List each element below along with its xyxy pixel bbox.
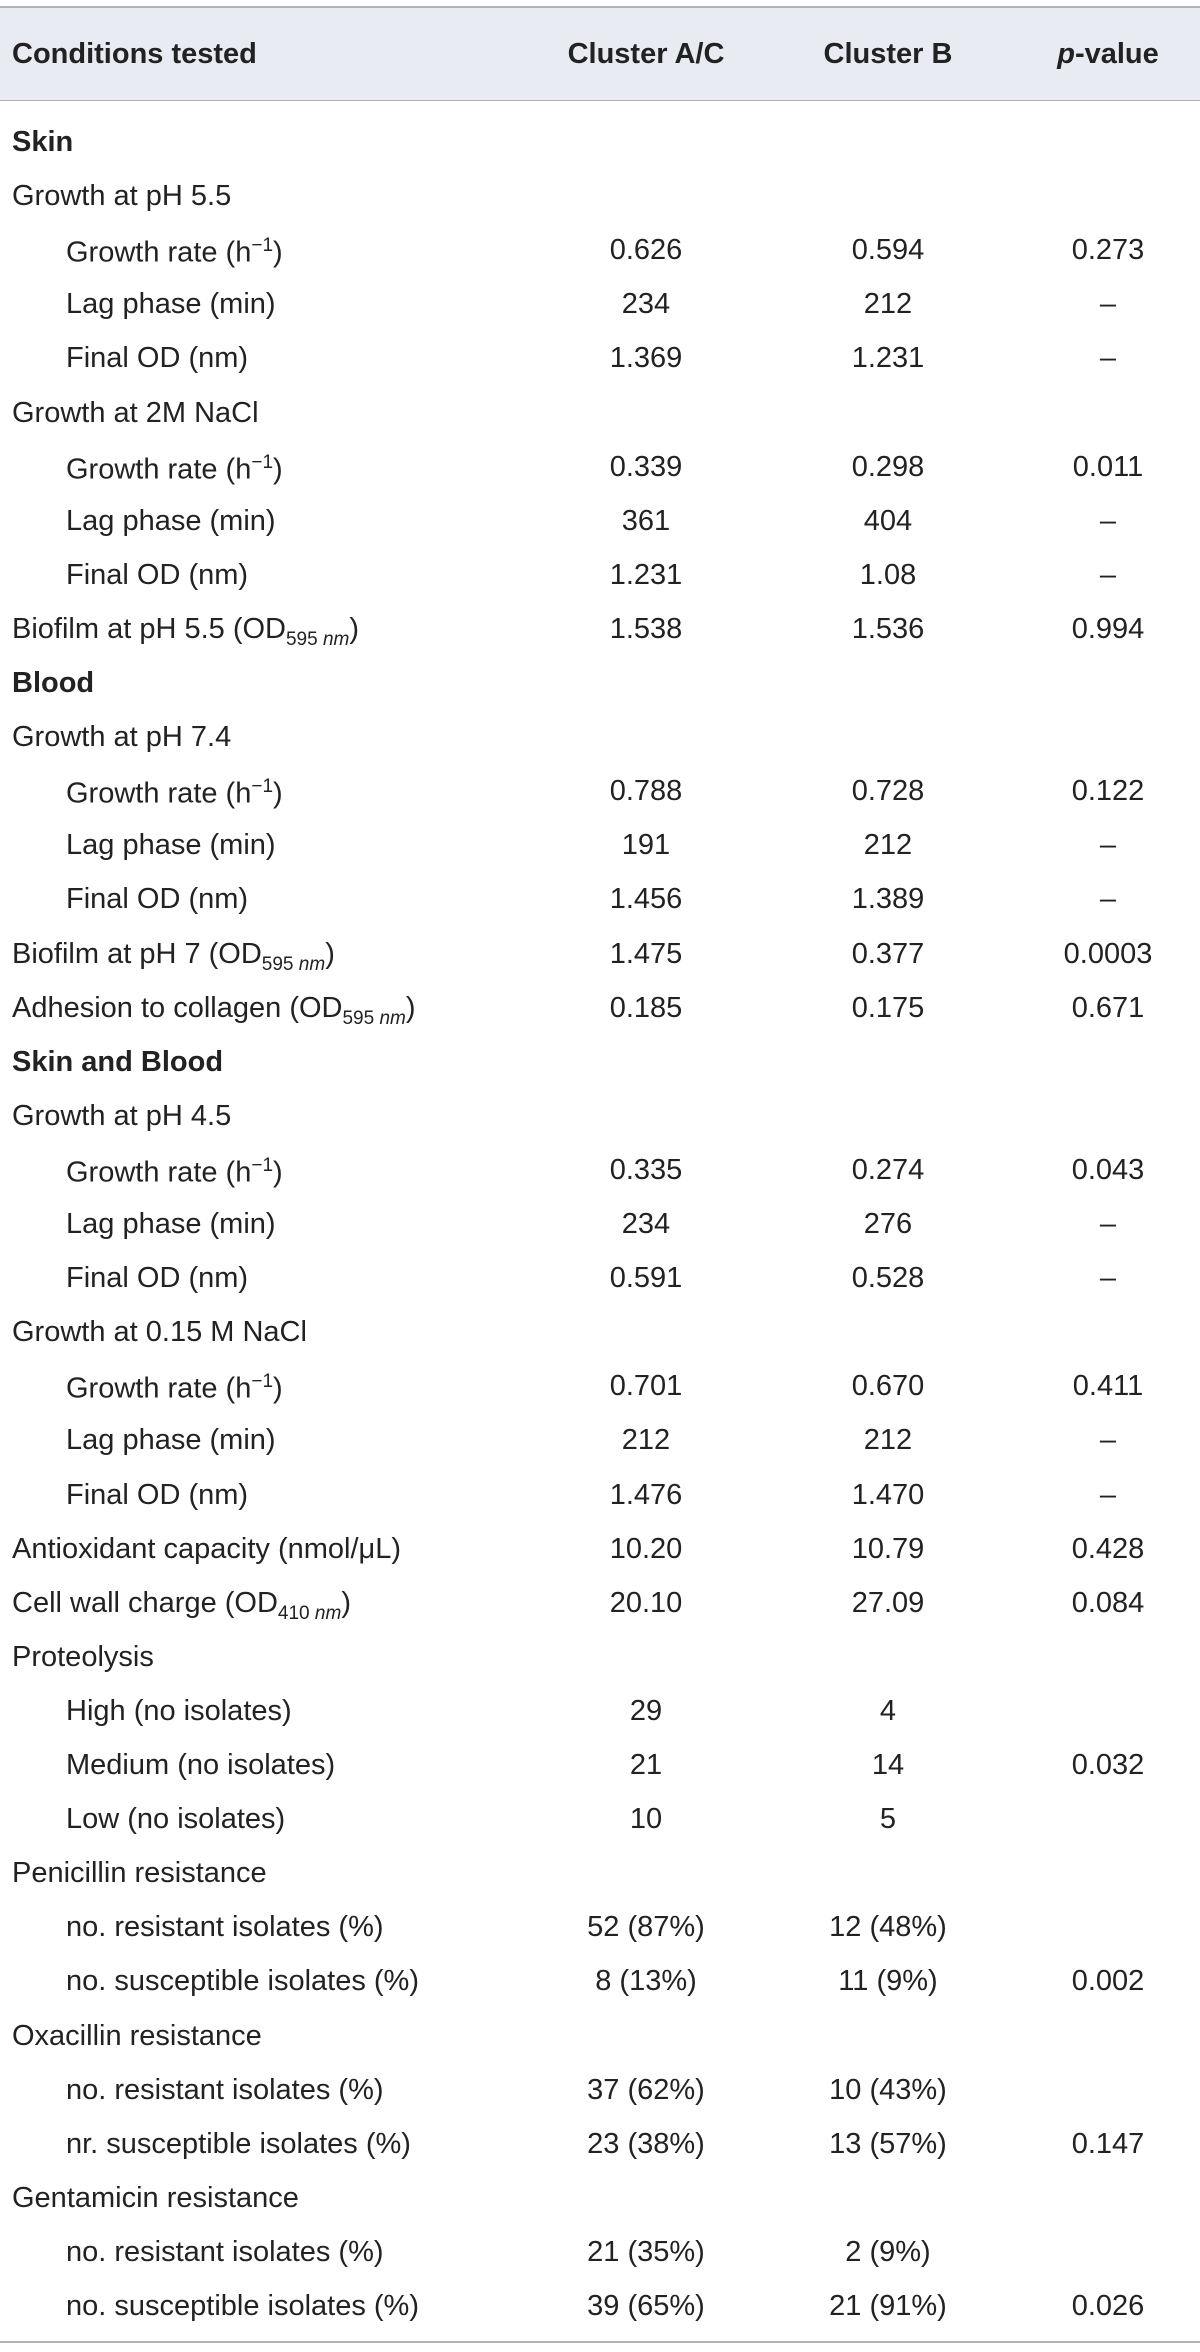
label-subscript bbox=[286, 629, 349, 650]
row-label-text: no. resistant isolates (%) bbox=[66, 1911, 384, 1944]
row-label-text: no. susceptible isolates (%) bbox=[66, 2290, 419, 2322]
cell-cluster-b: 21 (91%) bbox=[829, 2290, 947, 2322]
row-label bbox=[66, 885, 248, 914]
cell-cluster-ac: 10 bbox=[629, 1803, 663, 1836]
cell-cluster-ac: 8 (13%) bbox=[595, 1965, 697, 1998]
cell-p-value: – bbox=[1099, 1262, 1117, 1295]
cell-p-value: 0.0003 bbox=[1063, 937, 1153, 970]
cell-cluster-b: 12 (48%) bbox=[829, 1911, 947, 1944]
cell-cluster-ac: 0.788 bbox=[609, 775, 683, 808]
label-superscript: −1 bbox=[251, 776, 274, 798]
cell-cluster-b: 27.09 bbox=[851, 1586, 925, 1619]
label-superscript: −1 bbox=[251, 1154, 274, 1176]
header-p-rest: -value bbox=[1074, 38, 1159, 70]
row-label bbox=[12, 396, 259, 429]
table-row bbox=[0, 819, 1200, 873]
cell-cluster-b: 0.528 bbox=[851, 1262, 925, 1295]
cell-p-value: 0.428 bbox=[1071, 1532, 1145, 1565]
row-label bbox=[12, 1532, 402, 1565]
group-row bbox=[0, 928, 1200, 982]
cell-cluster-b: 0.377 bbox=[851, 937, 925, 970]
label-subscript bbox=[342, 1008, 405, 1029]
row-label-text: Final OD (nm) bbox=[66, 1478, 249, 1511]
cell-p-value: 0.002 bbox=[1071, 1965, 1145, 1998]
cell-cluster-b: 212 bbox=[863, 288, 913, 321]
table-row bbox=[0, 1469, 1200, 1523]
group-row bbox=[0, 387, 1200, 441]
table-row bbox=[0, 2280, 1200, 2334]
group-row bbox=[0, 1306, 1200, 1360]
group-row bbox=[0, 1631, 1200, 1685]
cell-cluster-b: 1.231 bbox=[851, 342, 925, 375]
table-row bbox=[0, 1793, 1200, 1847]
group-row bbox=[0, 1090, 1200, 1144]
cell-cluster-b: 212 bbox=[863, 1424, 913, 1457]
subscript-unit: nm bbox=[314, 1602, 342, 1624]
cell-p-value: 0.011 bbox=[1072, 450, 1144, 483]
section-heading-row bbox=[0, 657, 1200, 711]
row-label-text: Growth at 0.15 M NaCl bbox=[12, 1316, 307, 1349]
cell-p-value: 0.122 bbox=[1071, 775, 1145, 808]
subscript-number: 595 bbox=[261, 953, 294, 975]
table-header-row bbox=[0, 8, 1200, 100]
cell-cluster-b: 212 bbox=[863, 829, 913, 862]
label-close-paren: ) bbox=[405, 991, 416, 1024]
cell-p-value: – bbox=[1099, 883, 1117, 916]
row-label bbox=[66, 1210, 276, 1239]
cell-cluster-ac: 21 (35%) bbox=[587, 2235, 705, 2268]
cell-cluster-b: 0.594 bbox=[851, 234, 925, 267]
cell-cluster-b: 404 bbox=[863, 504, 913, 537]
cell-p-value: – bbox=[1099, 1424, 1117, 1457]
group-row bbox=[0, 2172, 1200, 2226]
cell-p-value: – bbox=[1099, 288, 1117, 321]
row-label bbox=[66, 1967, 419, 1996]
row-label-text: Growth at pH 7.4 bbox=[12, 721, 232, 754]
header-cluster-ac: Cluster A/C bbox=[567, 38, 725, 70]
row-label-text: no. resistant isolates (%) bbox=[66, 2235, 384, 2268]
header-p-value bbox=[1057, 40, 1159, 69]
row-label-text: Lag phase (min) bbox=[66, 829, 276, 862]
table-row bbox=[0, 1252, 1200, 1306]
cell-cluster-ac: 1.456 bbox=[609, 883, 683, 916]
subscript-number: 595 bbox=[285, 628, 318, 650]
row-label-text: Lag phase (min) bbox=[66, 1424, 276, 1457]
row-label-text: High (no isolates) bbox=[66, 1694, 292, 1727]
row-label bbox=[66, 2127, 411, 2160]
row-label-text: Growth rate (h bbox=[66, 1372, 252, 1405]
row-label-text: Skin bbox=[12, 126, 74, 158]
label-close-paren: ) bbox=[341, 1586, 351, 1619]
table-row bbox=[0, 1901, 1200, 1955]
row-label bbox=[66, 1805, 285, 1834]
table-bottom-rule bbox=[0, 2341, 1200, 2343]
cell-cluster-ac: 21 bbox=[629, 1749, 663, 1781]
subscript-unit: nm bbox=[298, 953, 326, 975]
cell-cluster-ac: 37 (62%) bbox=[587, 2073, 705, 2106]
row-label-text: Blood bbox=[12, 667, 95, 699]
row-label-text: Growth rate (h bbox=[66, 236, 252, 269]
row-label-text: Antioxidant capacity (nmol/μL) bbox=[12, 1532, 402, 1565]
label-superscript: −1 bbox=[251, 1371, 274, 1393]
cell-cluster-ac: 0.626 bbox=[609, 234, 683, 267]
cell-p-value: 0.273 bbox=[1071, 234, 1145, 267]
label-superscript: −1 bbox=[251, 235, 274, 257]
cell-p-value: – bbox=[1099, 558, 1117, 591]
label-close-paren: ) bbox=[273, 777, 283, 810]
cell-cluster-ac: 29 bbox=[629, 1694, 663, 1727]
table-row bbox=[0, 873, 1200, 927]
section-heading-row bbox=[0, 1036, 1200, 1090]
cell-cluster-b: 4 bbox=[879, 1694, 897, 1727]
row-label bbox=[12, 1586, 351, 1624]
table-row bbox=[0, 2118, 1200, 2172]
row-label bbox=[66, 1913, 384, 1942]
row-label-text: Low (no isolates) bbox=[66, 1803, 286, 1836]
label-close-paren: ) bbox=[349, 612, 360, 645]
row-label-text: Cell wall charge (OD bbox=[12, 1586, 278, 1619]
row-label bbox=[66, 344, 248, 373]
row-label-text: Growth at pH 5.5 bbox=[12, 180, 232, 213]
row-label bbox=[66, 1264, 248, 1293]
row-label bbox=[12, 1640, 154, 1673]
row-label-text: Adhesion to collagen (OD bbox=[12, 991, 343, 1024]
row-label bbox=[66, 831, 276, 860]
cell-p-value: 0.994 bbox=[1071, 612, 1145, 645]
cell-p-value: – bbox=[1099, 342, 1117, 375]
cell-p-value: – bbox=[1099, 504, 1117, 537]
header-cluster-b: Cluster B bbox=[823, 38, 953, 70]
cell-cluster-ac: 361 bbox=[621, 504, 671, 537]
cell-cluster-ac: 0.185 bbox=[609, 991, 683, 1024]
table-row bbox=[0, 1144, 1200, 1198]
row-label-text: Proteolysis bbox=[12, 1640, 154, 1673]
row-label-text: no. resistant isolates (%) bbox=[66, 2073, 384, 2106]
cell-cluster-b: 1.08 bbox=[859, 558, 917, 591]
table-row bbox=[0, 495, 1200, 549]
table-header-rule bbox=[0, 100, 1200, 101]
cell-cluster-ac: 1.369 bbox=[609, 342, 683, 375]
group-row bbox=[0, 2010, 1200, 2064]
section-label bbox=[12, 669, 94, 698]
label-subscript bbox=[278, 1603, 341, 1624]
row-label-text: Growth rate (h bbox=[66, 777, 252, 810]
cell-cluster-ac: 20.10 bbox=[609, 1586, 683, 1619]
row-label-text: Growth at pH 4.5 bbox=[12, 1099, 232, 1132]
row-label-text: Gentamicin resistance bbox=[12, 2181, 299, 2214]
row-label bbox=[66, 1751, 335, 1780]
group-row bbox=[0, 170, 1200, 224]
table-row bbox=[0, 441, 1200, 495]
group-row bbox=[0, 1847, 1200, 1901]
row-label bbox=[12, 2181, 299, 2214]
label-close-paren: ) bbox=[273, 236, 283, 269]
table-row bbox=[0, 278, 1200, 332]
row-label bbox=[66, 1478, 249, 1511]
header-p-italic: p bbox=[1057, 38, 1075, 70]
row-label-text: Medium (no isolates) bbox=[66, 1749, 336, 1781]
group-row bbox=[0, 1577, 1200, 1631]
cell-p-value: 0.026 bbox=[1071, 2290, 1145, 2322]
cell-cluster-ac: 234 bbox=[621, 288, 671, 321]
subscript-unit: nm bbox=[379, 1007, 406, 1029]
cell-cluster-b: 1.389 bbox=[851, 883, 925, 916]
group-row bbox=[0, 982, 1200, 1036]
row-label bbox=[12, 937, 335, 975]
row-label-text: Biofilm at pH 7 (OD bbox=[12, 937, 262, 970]
table-row bbox=[0, 1955, 1200, 2009]
row-label bbox=[66, 1372, 283, 1404]
row-label-text: Final OD (nm) bbox=[66, 342, 249, 375]
row-label-text: Lag phase (min) bbox=[66, 1208, 276, 1240]
table-row bbox=[0, 1198, 1200, 1252]
row-label bbox=[66, 453, 283, 485]
row-label bbox=[66, 1694, 292, 1727]
row-label-text: Growth rate (h bbox=[66, 453, 252, 486]
cell-cluster-ac: 52 (87%) bbox=[587, 1911, 705, 1944]
cell-cluster-b: 276 bbox=[863, 1208, 913, 1240]
row-label-text: Biofilm at pH 5.5 (OD bbox=[12, 612, 286, 645]
row-label bbox=[12, 1099, 232, 1132]
subscript-number: 595 bbox=[342, 1007, 375, 1029]
cell-p-value: 0.084 bbox=[1071, 1586, 1145, 1619]
section-label bbox=[12, 128, 73, 157]
row-label bbox=[12, 1318, 307, 1347]
cell-cluster-ac: 10.20 bbox=[609, 1532, 683, 1565]
row-label-text: Lag phase (min) bbox=[66, 504, 276, 537]
cell-cluster-ac: 191 bbox=[621, 829, 671, 862]
cell-cluster-b: 0.175 bbox=[851, 991, 925, 1024]
label-close-paren: ) bbox=[273, 453, 283, 486]
row-label bbox=[66, 2292, 419, 2321]
table-row bbox=[0, 549, 1200, 603]
table-row bbox=[0, 1360, 1200, 1414]
cell-p-value: 0.411 bbox=[1072, 1370, 1144, 1403]
row-label-text: Final OD (nm) bbox=[66, 558, 249, 591]
row-label-text: Oxacillin resistance bbox=[12, 2019, 262, 2052]
cell-cluster-b: 11 (9%) bbox=[838, 1965, 938, 1998]
group-row bbox=[0, 603, 1200, 657]
row-label bbox=[12, 182, 231, 211]
row-label bbox=[66, 777, 283, 809]
table-row bbox=[0, 1685, 1200, 1739]
row-label bbox=[66, 1426, 276, 1455]
cell-p-value: 0.043 bbox=[1071, 1153, 1145, 1186]
group-row bbox=[0, 711, 1200, 765]
cell-cluster-ac: 1.231 bbox=[609, 558, 683, 591]
row-label bbox=[66, 1156, 283, 1188]
row-label bbox=[12, 991, 416, 1029]
cell-cluster-b: 1.536 bbox=[851, 612, 925, 645]
cell-p-value: 0.032 bbox=[1071, 1749, 1145, 1781]
row-label-text: Growth rate (h bbox=[66, 1156, 252, 1189]
row-label bbox=[12, 2019, 262, 2052]
table-row bbox=[0, 1414, 1200, 1468]
row-label bbox=[12, 723, 231, 752]
cell-cluster-ac: 212 bbox=[621, 1424, 671, 1457]
row-label bbox=[66, 2073, 384, 2106]
cell-cluster-ac: 0.335 bbox=[609, 1153, 683, 1186]
cell-p-value: 0.671 bbox=[1071, 991, 1145, 1024]
cell-cluster-b: 10 (43%) bbox=[829, 2073, 947, 2106]
row-label bbox=[66, 236, 283, 268]
cell-cluster-b: 13 (57%) bbox=[829, 2127, 947, 2160]
table-row bbox=[0, 2064, 1200, 2118]
cell-cluster-b: 5 bbox=[879, 1803, 897, 1836]
table-row bbox=[0, 224, 1200, 278]
subscript-number: 410 bbox=[277, 1602, 310, 1624]
cell-p-value: – bbox=[1099, 1208, 1117, 1240]
cell-cluster-b: 0.274 bbox=[851, 1153, 925, 1186]
label-close-paren: ) bbox=[273, 1156, 283, 1189]
label-close-paren: ) bbox=[273, 1372, 283, 1405]
cell-cluster-b: 1.470 bbox=[851, 1478, 925, 1511]
label-close-paren: ) bbox=[325, 937, 335, 970]
cell-cluster-ac: 0.701 bbox=[609, 1370, 683, 1403]
row-label bbox=[12, 1859, 267, 1888]
row-label-text: Final OD (nm) bbox=[66, 1262, 249, 1295]
row-label-text: Penicillin resistance bbox=[12, 1857, 267, 1890]
cell-cluster-b: 0.298 bbox=[851, 450, 925, 483]
cell-cluster-ac: 1.475 bbox=[609, 937, 683, 970]
header-conditions: Conditions tested bbox=[12, 38, 257, 70]
label-superscript: −1 bbox=[251, 451, 274, 473]
cell-cluster-b: 0.670 bbox=[851, 1370, 925, 1403]
table-row bbox=[0, 332, 1200, 386]
row-label bbox=[66, 290, 276, 319]
row-label-text: Skin and Blood bbox=[12, 1045, 224, 1078]
cell-cluster-b: 14 bbox=[871, 1749, 905, 1781]
cell-cluster-ac: 1.538 bbox=[609, 612, 683, 645]
table-row bbox=[0, 2226, 1200, 2280]
row-label-text: Growth at 2M NaCl bbox=[12, 396, 259, 429]
cell-cluster-ac: 0.591 bbox=[609, 1262, 683, 1295]
table-row bbox=[0, 1739, 1200, 1793]
row-label bbox=[66, 558, 249, 591]
section-heading-row bbox=[0, 116, 1200, 170]
row-label-text: nr. susceptible isolates (%) bbox=[66, 2127, 411, 2160]
cell-cluster-ac: 1.476 bbox=[609, 1478, 683, 1511]
cell-cluster-b: 10.79 bbox=[851, 1532, 925, 1565]
row-label bbox=[12, 612, 360, 650]
cell-p-value: – bbox=[1099, 829, 1117, 862]
row-label-text: Lag phase (min) bbox=[66, 288, 276, 321]
cell-cluster-ac: 0.339 bbox=[609, 450, 683, 483]
cell-cluster-ac: 23 (38%) bbox=[587, 2127, 705, 2160]
label-subscript bbox=[262, 954, 325, 975]
group-row bbox=[0, 1523, 1200, 1577]
row-label-text: no. susceptible isolates (%) bbox=[66, 1965, 419, 1998]
cell-p-value: – bbox=[1099, 1478, 1117, 1511]
cell-cluster-ac: 234 bbox=[621, 1208, 671, 1240]
row-label bbox=[66, 2235, 384, 2268]
section-label bbox=[12, 1045, 224, 1078]
table-row bbox=[0, 765, 1200, 819]
cell-cluster-ac: 39 (65%) bbox=[587, 2290, 705, 2322]
row-label-text: Final OD (nm) bbox=[66, 883, 249, 916]
row-label bbox=[66, 504, 276, 537]
cell-cluster-b: 2 (9%) bbox=[845, 2235, 931, 2268]
cell-p-value: 0.147 bbox=[1071, 2127, 1145, 2160]
subscript-unit: nm bbox=[322, 628, 350, 650]
cell-cluster-b: 0.728 bbox=[851, 775, 925, 808]
